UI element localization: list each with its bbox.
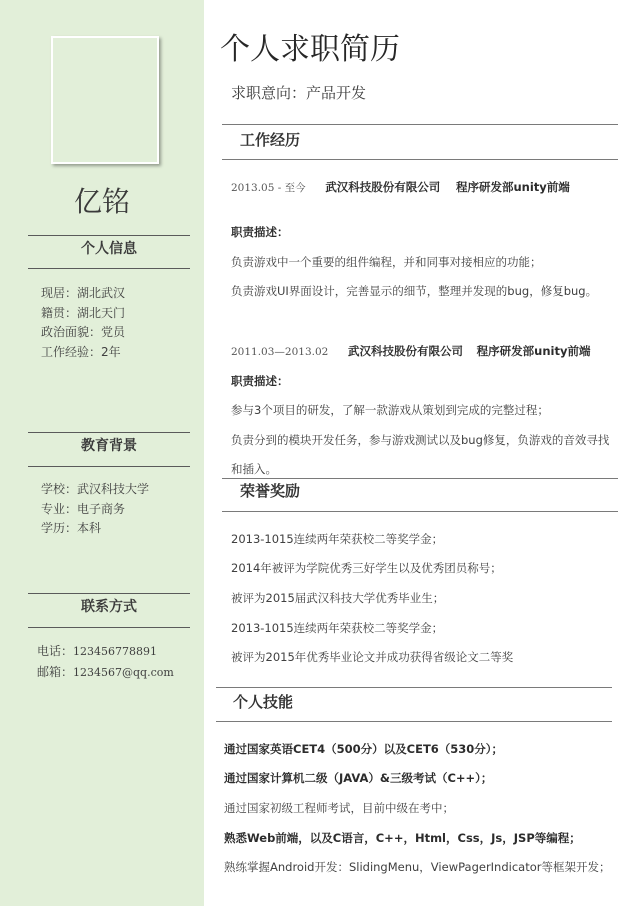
honor-item: 2013-1015连续两年荣获校二等奖学金； xyxy=(231,621,444,635)
divider xyxy=(28,627,190,628)
education-list xyxy=(41,480,149,539)
honor-item: 被评为2015年优秀毕业论文并成功获得省级论文二等奖 xyxy=(231,650,514,664)
personal-info-item: 现居：湖北武汉 xyxy=(41,286,126,300)
job-header xyxy=(231,179,570,195)
divider xyxy=(28,432,190,433)
job-company: 武汉科技股份有限公司 xyxy=(348,344,463,358)
candidate-name: 亿铭 xyxy=(73,185,130,218)
email-row xyxy=(37,662,174,683)
personal-info-heading: 个人信息 xyxy=(81,241,137,257)
divider xyxy=(222,511,618,512)
education-item: 学校：武汉科技大学 xyxy=(41,482,150,496)
divider xyxy=(28,466,190,467)
contact-heading: 联系方式 xyxy=(81,599,137,615)
honor-item: 被评为2015届武汉科技大学优秀毕业生； xyxy=(231,591,445,605)
skill-item: 熟悉Web前端，以及C语言，C++，Html，Css，Js，JSP等编程； xyxy=(224,831,581,845)
divider xyxy=(222,159,618,160)
job-position: 程序研发部unity前端 xyxy=(476,344,591,358)
personal-info-item: 工作经验：2年 xyxy=(41,344,121,359)
contact-list xyxy=(37,641,174,683)
honors-heading: 荣誉奖励 xyxy=(240,482,301,500)
duty-label: 职责描述： xyxy=(231,374,289,388)
sidebar xyxy=(0,0,204,906)
divider xyxy=(28,235,190,236)
email-label: 邮箱： xyxy=(37,665,74,679)
skill-item: 通过国家计算机二级（JAVA）&三级考试（C++）； xyxy=(224,771,493,785)
job-objective: 求职意向：产品开发 xyxy=(231,84,367,102)
duty-item: 参与3个项目的研发，了解一款游戏从策划到完成的完整过程； xyxy=(231,403,549,417)
phone-value: 123456778891 xyxy=(73,645,157,658)
phone-row xyxy=(37,641,174,662)
education-item: 专业：电子商务 xyxy=(41,501,126,516)
honor-item: 2013-1015连续两年荣获校二等奖学金； xyxy=(231,532,444,546)
education-item: 学历：本科 xyxy=(41,521,102,535)
personal-info-list xyxy=(41,284,125,362)
honor-item: 2014年被评为学院优秀三好学生以及优秀团员称号； xyxy=(231,561,502,575)
duty-item: 和插入。 xyxy=(231,462,277,476)
skills-heading: 个人技能 xyxy=(233,693,294,711)
skill-item: 熟练掌握Android开发：SlidingMenu，ViewPagerIndicator等框架开发； xyxy=(224,860,611,874)
divider xyxy=(222,478,618,479)
personal-info-item: 籍贯：湖北天门 xyxy=(41,305,126,320)
education-heading: 教育背景 xyxy=(81,438,137,454)
job-header xyxy=(231,343,590,359)
email-value: 1234567@qq.com xyxy=(73,666,174,679)
duty-item: 负责分到的模块开发任务，参与游戏测试以及bug修复，负游戏的音效寻找 xyxy=(231,433,610,447)
phone-label: 电话： xyxy=(37,644,74,658)
divider xyxy=(28,268,190,269)
duty-item: 负责游戏中一个重要的组件编程，并和同事对接相应的功能； xyxy=(231,255,542,269)
duty-label: 职责描述： xyxy=(231,225,289,239)
job-period: 2011.03—2013.02 xyxy=(231,346,329,358)
divider xyxy=(222,124,618,125)
job-position: 程序研发部unity前端 xyxy=(455,180,570,194)
divider xyxy=(216,721,612,722)
skill-item: 通过国家英语CET4（500分）以及CET6（530分）； xyxy=(224,742,504,756)
personal-info-item: 政治面貌：党员 xyxy=(41,325,126,339)
job-period: 2013.05 - 至今 xyxy=(231,182,306,194)
resume-title: 个人求职简历 xyxy=(220,32,400,67)
photo-placeholder xyxy=(51,36,159,164)
work-heading: 工作经历 xyxy=(240,131,301,149)
job-company: 武汉科技股份有限公司 xyxy=(325,180,441,194)
divider xyxy=(28,593,190,594)
skill-item: 通过国家初级工程师考试，目前中级在考中； xyxy=(224,801,454,815)
divider xyxy=(216,687,612,688)
duty-item: 负责游戏UI界面设计，完善显示的细节，整理并发现的bug，修复bug。 xyxy=(231,284,598,298)
